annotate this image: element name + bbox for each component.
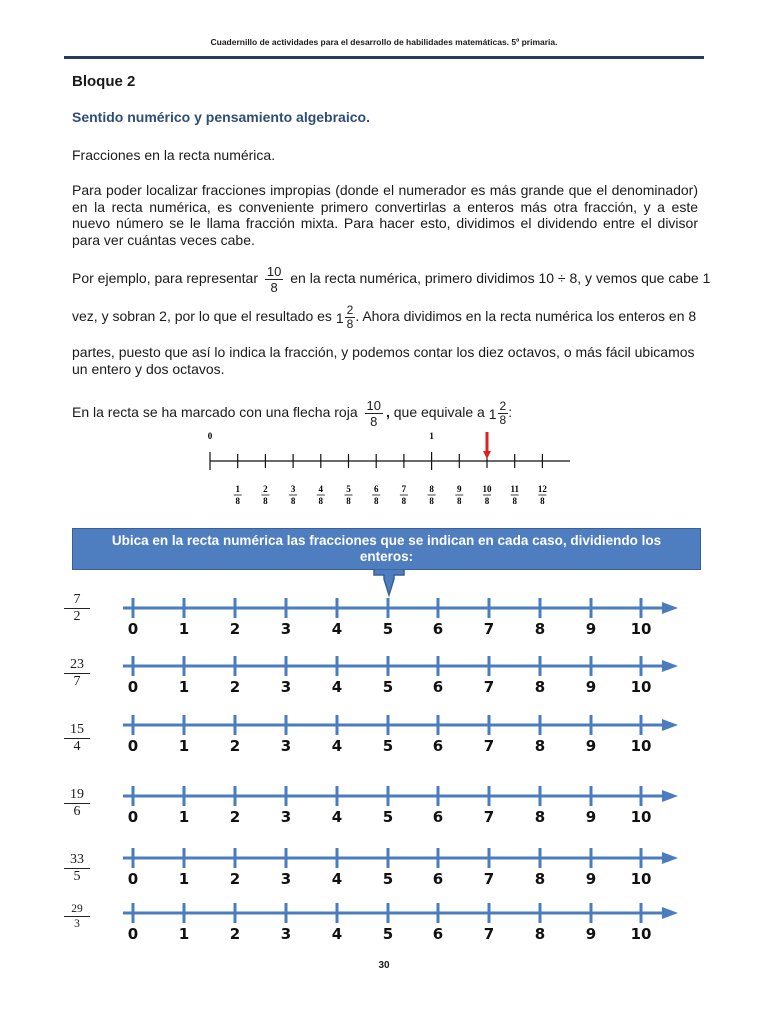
exercise-number-line[interactable] xyxy=(123,848,678,888)
axis-tick-label: 8 xyxy=(534,808,546,826)
instruction-banner xyxy=(72,528,701,570)
axis-tick-label: 4 xyxy=(331,808,343,826)
axis-arrow-icon xyxy=(662,660,678,672)
tick-denominator: 8 xyxy=(235,496,240,506)
axis-tick-label: 0 xyxy=(127,870,139,888)
tick-numerator: 4 xyxy=(318,484,324,494)
red-arrow-icon xyxy=(483,451,491,459)
example-text: vez, y sobran 2, por lo que el resultado es xyxy=(72,308,332,325)
axis-tick-label: 10 xyxy=(630,620,652,638)
mixed-denominator: 8 xyxy=(346,317,354,331)
exercise-number-line[interactable] xyxy=(123,598,678,638)
axis-tick-label: 2 xyxy=(229,620,241,638)
example-text: en la recta numérica, primero dividimos 10 ÷ 8, y vemos que cabe 1 xyxy=(290,270,711,287)
axis-tick-label: 8 xyxy=(534,678,546,696)
exercise-number-line[interactable] xyxy=(123,903,678,943)
axis-tick-label: 6 xyxy=(432,870,444,888)
instruction-text: Ubica en la recta numérica las fracciones que se indican en cada caso, dividiendo los enteros: xyxy=(111,533,662,564)
axis-tick-label: 10 xyxy=(630,925,652,943)
axis-tick-label: 3 xyxy=(280,737,292,755)
tick-numerator: 10 xyxy=(482,484,492,494)
axis-tick-label: 3 xyxy=(280,808,292,826)
tick-denominator: 8 xyxy=(373,496,379,506)
axis-tick-label: 5 xyxy=(382,808,394,826)
example-line-4: un entero y dos octavos. xyxy=(72,361,225,377)
axis-tick-label: 5 xyxy=(382,925,394,943)
tick-denominator: 8 xyxy=(346,496,351,506)
axis-tick-label: 4 xyxy=(331,925,343,943)
exercise-denominator: 5 xyxy=(73,869,81,884)
axis-tick-label: 2 xyxy=(229,678,241,696)
axis-tick-label: 0 xyxy=(127,925,139,943)
axis-tick-label: 8 xyxy=(534,870,546,888)
axis-tick-label: 10 xyxy=(630,808,652,826)
axis-tick-label: 8 xyxy=(534,620,546,638)
axis-tick-label: 4 xyxy=(331,678,343,696)
axis-tick-label: 3 xyxy=(280,678,292,696)
axis-tick-label: 6 xyxy=(432,620,444,638)
exercise-denominator: 2 xyxy=(73,609,81,624)
axis-tick-label: 2 xyxy=(229,870,241,888)
example-line-3: partes, puesto que así lo indica la fracción, y podemos contar los diez octavos, o más fácil ubicamos xyxy=(72,344,695,360)
tick-denominator: 8 xyxy=(540,496,545,506)
tick-numerator: 2 xyxy=(263,484,268,494)
axis-tick-label: 2 xyxy=(229,925,241,943)
axis-tick-label: 1 xyxy=(178,620,190,638)
tick-numerator: 9 xyxy=(457,484,462,494)
axis-tick-label: 0 xyxy=(127,737,139,755)
exercise-number-line[interactable] xyxy=(123,786,678,826)
axis-tick-label: 1 xyxy=(178,737,190,755)
axis-tick-label: 9 xyxy=(585,737,597,755)
comma: , xyxy=(385,404,390,421)
axis-tick-label: 0 xyxy=(127,620,139,638)
tick-denominator: 8 xyxy=(457,496,462,506)
mixed-numerator: 2 xyxy=(346,303,354,317)
axis-arrow-icon xyxy=(662,907,678,919)
axis-tick-label: 1 xyxy=(178,808,190,826)
axis-tick-label: 5 xyxy=(382,737,394,755)
axis-tick-label: 9 xyxy=(585,620,597,638)
axis-tick-label: 8 xyxy=(534,737,546,755)
axis-tick-label: 6 xyxy=(432,925,444,943)
axis-tick-label: 10 xyxy=(630,870,652,888)
axis-tick-label: 10 xyxy=(630,678,652,696)
axis-tick-label: 7 xyxy=(483,678,495,696)
axis-tick-label: 3 xyxy=(280,925,292,943)
axis-tick-label: 2 xyxy=(229,737,241,755)
exercise-denominator: 6 xyxy=(73,804,81,819)
mixed-number xyxy=(336,304,355,331)
tick-denominator: 8 xyxy=(263,496,268,506)
example-line-2 xyxy=(72,304,698,331)
example-text: Por ejemplo, para representar xyxy=(72,270,258,287)
fraction-denominator: 8 xyxy=(270,280,278,295)
exercise-numerator: 23 xyxy=(64,657,90,674)
tick-numerator: 1 xyxy=(235,484,240,494)
axis-tick-label: 2 xyxy=(229,808,241,826)
axis-arrow-icon xyxy=(662,602,678,614)
fraction-10-8 xyxy=(265,264,283,295)
mixed-number xyxy=(489,400,508,427)
exercise-denominator: 4 xyxy=(73,739,81,754)
subtitle: Sentido numérico y pensamiento algebraico. xyxy=(72,109,370,125)
exercise-denominator: 3 xyxy=(74,918,80,930)
axis-tick-label: 0 xyxy=(127,808,139,826)
tick-denominator: 8 xyxy=(512,496,517,506)
axis-tick-label: 5 xyxy=(382,870,394,888)
example-text: . Ahora dividimos en la recta numérica los enteros en 8 xyxy=(355,308,697,325)
exercise-number-line[interactable] xyxy=(123,715,678,755)
tick-numerator: 3 xyxy=(290,484,296,494)
axis-tick-label: 5 xyxy=(382,620,394,638)
exercise-numerator: 33 xyxy=(64,852,90,869)
tick-denominator: 8 xyxy=(318,496,324,506)
exercise-number-lines xyxy=(0,580,768,950)
page-number: 30 xyxy=(378,960,390,971)
example-label-one: 1 xyxy=(429,431,434,441)
axis-tick-label: 7 xyxy=(483,808,495,826)
axis-tick-label: 1 xyxy=(178,925,190,943)
axis-tick-label: 4 xyxy=(331,737,343,755)
tick-numerator: 7 xyxy=(401,484,407,494)
tick-numerator: 12 xyxy=(537,484,547,494)
axis-tick-label: 4 xyxy=(331,620,343,638)
fraction-numerator: 10 xyxy=(366,398,381,413)
fraction-numerator: 10 xyxy=(266,264,282,279)
example-line-1 xyxy=(72,264,711,295)
axis-tick-label: 7 xyxy=(483,870,495,888)
block-title: Bloque 2 xyxy=(72,73,136,90)
axis-tick-label: 6 xyxy=(432,808,444,826)
axis-tick-label: 9 xyxy=(585,870,597,888)
exercise-numerator: 15 xyxy=(64,722,90,739)
axis-tick-label: 10 xyxy=(630,737,652,755)
header-divider xyxy=(64,56,704,59)
axis-tick-label: 4 xyxy=(331,870,343,888)
axis-tick-label: 5 xyxy=(382,678,394,696)
tick-denominator: 8 xyxy=(401,496,407,506)
axis-tick-label: 3 xyxy=(280,620,292,638)
mixed-whole: 1 xyxy=(488,405,497,422)
exercise-number-line[interactable] xyxy=(123,656,678,696)
example-text: que equivale a xyxy=(393,404,485,421)
fraction-denominator: 8 xyxy=(370,414,378,429)
colon: : xyxy=(508,404,513,421)
tick-numerator: 6 xyxy=(373,484,379,494)
axis-tick-label: 7 xyxy=(483,925,495,943)
page-header: Cuadernillo de actividades para el desarrollo de habilidades matemáticas. 5º primaria. xyxy=(210,37,558,47)
exercise-numerator: 29 xyxy=(64,902,90,917)
axis-tick-label: 3 xyxy=(280,870,292,888)
intro-paragraph: Para poder localizar fracciones impropias (donde el numerador es más grande que el denominador) en la recta numérica, es conveniente primero convertirlas a enteros más otra fracción, y a este nuevo número se le llama fracción mixta. Para hacer esto, dividimos el dividendo entre el divisor para ver cuántas veces cabe. xyxy=(72,182,698,248)
example-label-zero: 0 xyxy=(207,431,213,441)
tick-numerator: 11 xyxy=(510,484,519,494)
axis-tick-label: 6 xyxy=(432,737,444,755)
mixed-whole: 1 xyxy=(335,309,344,326)
exercise-denominator: 7 xyxy=(73,674,81,689)
tick-numerator: 8 xyxy=(429,484,434,494)
axis-tick-label: 1 xyxy=(178,678,190,696)
tick-denominator: 8 xyxy=(429,496,434,506)
axis-arrow-icon xyxy=(662,790,678,802)
exercise-numerator: 19 xyxy=(64,787,90,804)
exercise-numerator: 7 xyxy=(64,592,90,609)
axis-tick-label: 9 xyxy=(585,925,597,943)
axis-arrow-icon xyxy=(662,852,678,864)
axis-tick-label: 9 xyxy=(585,808,597,826)
section-title: Fracciones en la recta numérica. xyxy=(72,147,276,163)
axis-tick-label: 6 xyxy=(432,678,444,696)
tick-numerator: 5 xyxy=(346,484,351,494)
tick-denominator: 8 xyxy=(290,496,296,506)
example-text: En la recta se ha marcado con una flecha roja xyxy=(72,404,358,421)
tick-denominator: 8 xyxy=(484,496,490,506)
axis-tick-label: 1 xyxy=(178,870,190,888)
axis-tick-label: 7 xyxy=(483,737,495,755)
axis-tick-label: 0 xyxy=(127,678,139,696)
axis-arrow-icon xyxy=(662,719,678,731)
axis-tick-label: 8 xyxy=(534,925,546,943)
axis-tick-label: 9 xyxy=(585,678,597,696)
example-number-line xyxy=(0,425,768,515)
axis-tick-label: 7 xyxy=(483,620,495,638)
mixed-denominator: 8 xyxy=(499,413,507,427)
mixed-numerator: 2 xyxy=(499,399,507,413)
